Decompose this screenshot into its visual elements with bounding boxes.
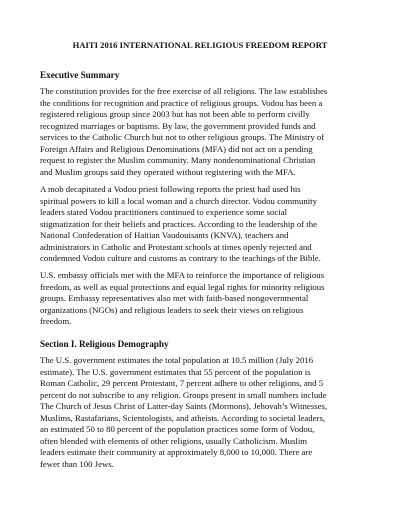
text-line: estimate). The U.S. government estimates that 55 percent of the population is xyxy=(40,366,311,377)
text-line: Foreign Affairs and Religious Denominations (MFA) did not act on a pending xyxy=(40,143,313,154)
text-line: percent do not subscribe to any religion. Groups present in small numbers include xyxy=(40,389,327,400)
text-line: fewer than 100 Jews. xyxy=(40,458,114,469)
text-line: U.S. embassy officials met with the MFA to reinforce the importance of religious xyxy=(40,270,324,280)
paragraph xyxy=(40,355,380,470)
text-line: freedom, as well as equal protections and equal legal rights for minority religious xyxy=(40,281,325,292)
paragraph xyxy=(40,184,380,265)
text-line: The constitution provides for the free exercise of all religions. The law establishes xyxy=(40,86,328,96)
text-line: National Confederation of Haitian Vaudouisants (KNVA), teachers and xyxy=(40,230,289,240)
text-line: leaders estimate their community at approximately 8,000 to 10,000. There are xyxy=(40,447,313,457)
text-line: The U.S. government estimates the total population at 10.5 million (July 2016 xyxy=(40,355,314,365)
text-line: freedom. xyxy=(40,316,72,326)
text-line: recognized marriages or baptisms. By law, the government provided funds and xyxy=(40,120,316,131)
text-line: Roman Catholic, 29 percent Protestant, 7 percent adhere to other religions, and 5 xyxy=(40,378,324,388)
report-title: HAITI 2016 INTERNATIONAL RELIGIOUS FREEDOM REPORT xyxy=(72,40,328,50)
text-line: spiritual powers to kill a local woman and a church director. Vodou community xyxy=(40,195,317,206)
text-line: Muslims, Rastafarians, Scientologists, and atheists. According to societal leaders, xyxy=(40,412,326,423)
text-line: and Muslim groups said they operated without registering with the MFA. xyxy=(40,166,296,177)
paragraph xyxy=(40,86,380,178)
text-line: groups. Embassy representatives also met with faith-based nongovernmental xyxy=(40,293,309,303)
text-line: administrators in Catholic and Protestant schools at times openly rejected and xyxy=(40,241,312,252)
text-line: services to the Catholic Church but not to other religious groups. The Ministry of xyxy=(40,132,325,142)
section-heading-religious-demography: Section I. Religious Demography xyxy=(40,339,169,349)
text-line: The Church of Jesus Christ of Latter-day Saints (Mormons), Jehovah’s Witnesses, xyxy=(40,401,328,411)
section-heading-executive-summary: Executive Summary xyxy=(40,70,120,80)
text-line: stigmatization for their beliefs and practices. According to the leadership of the xyxy=(40,218,317,229)
text-line: A mob decapitated a Vodou priest following reports the priest had used his xyxy=(40,184,301,194)
text-line: condemned Vodou culture and customs as contrary to the teachings of the Bible. xyxy=(40,253,321,263)
text-line: leaders stated Vodou practitioners continued to experience some social xyxy=(40,207,288,217)
text-line: organizations (NGOs) and religious leaders to seek their views on religious xyxy=(40,304,304,315)
text-line: an estimated 50 to 80 percent of the population practices some form of Vodou, xyxy=(40,424,315,434)
text-line: registered religious group since 2003 but has not been able to perform civilly xyxy=(40,109,310,119)
text-line: the conditions for recognition and practice of religious groups. Vodou has been a xyxy=(40,97,323,108)
text-line: request to register the Muslim community. Many nondenominational Christian xyxy=(40,155,316,165)
paragraph xyxy=(40,270,380,328)
text-line: often blended with elements of other religions, usually Catholicism. Muslim xyxy=(40,435,308,446)
